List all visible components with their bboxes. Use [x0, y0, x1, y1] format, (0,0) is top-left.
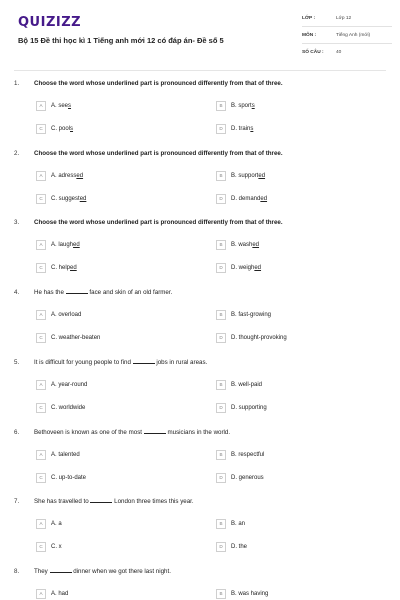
option-b[interactable]	[216, 588, 268, 599]
option-text	[231, 475, 264, 481]
meta-row-subject	[302, 27, 392, 44]
option-letter-box[interactable]: B	[216, 101, 226, 111]
option-c[interactable]	[36, 193, 86, 204]
option-b[interactable]	[216, 449, 264, 460]
document-title: Bộ 15 Đề thi học kì 1 Tiếng anh mới 12 có đáp án- Đề số 5	[18, 36, 224, 45]
underlined-part: ed	[79, 195, 87, 202]
option-letter-box[interactable]: B	[216, 589, 226, 599]
option-text-main: C. help	[51, 264, 71, 271]
option-b[interactable]	[216, 518, 245, 529]
option-a[interactable]	[36, 170, 83, 181]
option-text	[51, 452, 80, 458]
option-text	[51, 196, 86, 202]
question-text-before: It is difficult for young people to find	[34, 359, 131, 366]
option-text-main: D. generous	[231, 474, 264, 481]
option-text-main: D. thought-provoking	[231, 334, 287, 341]
option-text	[51, 591, 68, 597]
question-text	[34, 498, 194, 505]
question-text-before: He has the	[34, 289, 64, 296]
meta-row-class	[302, 10, 392, 27]
option-c[interactable]	[36, 472, 86, 483]
option-text	[231, 521, 245, 527]
option-a[interactable]	[36, 309, 81, 320]
option-text-main: D. supporting	[231, 404, 267, 411]
option-text	[51, 242, 80, 248]
option-text	[231, 242, 259, 248]
option-letter-box[interactable]: D	[216, 403, 226, 413]
question-text	[34, 359, 207, 366]
underlined-part: s	[70, 125, 74, 132]
question-text-before: They	[34, 568, 48, 575]
option-text	[51, 173, 83, 179]
option-letter-box[interactable]: C	[36, 194, 46, 204]
question-number: 2.	[14, 150, 20, 157]
option-a[interactable]	[36, 518, 62, 529]
option-c[interactable]	[36, 123, 73, 134]
option-text-main: A. talented	[51, 451, 80, 458]
option-text	[51, 475, 86, 481]
meta-value: Lớp 12	[336, 15, 352, 21]
document-header	[14, 10, 386, 62]
option-b[interactable]	[216, 239, 259, 250]
option-letter-box[interactable]: C	[36, 333, 46, 343]
option-text	[231, 312, 271, 318]
option-b[interactable]	[216, 379, 262, 390]
option-d[interactable]	[216, 123, 253, 134]
underlined-part: ed	[73, 241, 80, 248]
option-text	[51, 335, 100, 341]
option-text-main: D. train	[231, 125, 251, 132]
option-letter-box[interactable]: B	[216, 240, 226, 250]
option-text-main: B. an	[231, 520, 246, 527]
option-text	[231, 173, 265, 179]
option-a[interactable]	[36, 449, 80, 460]
option-d[interactable]	[216, 472, 264, 483]
option-letter-box[interactable]: A	[36, 310, 46, 320]
question-text: Choose the word whose underlined part is pronounced differently from that of three.	[34, 80, 283, 87]
option-a[interactable]	[36, 100, 71, 111]
answer-blank	[90, 498, 112, 503]
option-letter-box[interactable]: A	[36, 450, 46, 460]
question-text	[34, 289, 172, 296]
option-text	[51, 382, 87, 388]
question-text	[34, 568, 171, 575]
option-text	[51, 405, 85, 411]
option-letter-box[interactable]: D	[216, 333, 226, 343]
underlined-part: ed	[70, 264, 77, 271]
option-text-main: A. adress	[51, 172, 77, 179]
option-text	[231, 591, 268, 597]
option-letter-box[interactable]: D	[216, 263, 226, 273]
option-text	[51, 126, 73, 132]
underlined-part: s	[251, 102, 255, 109]
option-text	[231, 452, 264, 458]
question-text-after: jobs in rural areas.	[156, 359, 208, 366]
option-letter-box[interactable]: A	[36, 101, 46, 111]
option-letter-box[interactable]: C	[36, 403, 46, 413]
option-text	[231, 405, 267, 411]
option-letter-box[interactable]: C	[36, 473, 46, 483]
option-d[interactable]	[216, 541, 247, 552]
quizizz-logo: QUIZIZZ	[18, 15, 82, 30]
option-a[interactable]	[36, 588, 68, 599]
option-text	[51, 544, 62, 550]
option-letter-box[interactable]: C	[36, 542, 46, 552]
meta-value: Tiếng Anh (mới)	[336, 32, 371, 38]
header-divider	[14, 70, 386, 71]
meta-label: LỚP :	[302, 15, 316, 21]
option-b[interactable]	[216, 309, 271, 320]
option-text	[231, 382, 262, 388]
option-text-main: A. year-round	[51, 381, 88, 388]
question-number: 4.	[14, 289, 20, 296]
option-text-main: C. x	[51, 543, 62, 550]
option-text	[231, 544, 247, 550]
option-text-main: D. weigh	[231, 264, 255, 271]
option-text-main: C. up-to-date	[51, 474, 87, 481]
underlined-part: ed	[76, 172, 84, 179]
option-letter-box[interactable]: B	[216, 171, 226, 181]
question-text-before: Bethoveen is known as one of the most	[34, 429, 143, 436]
option-b[interactable]	[216, 170, 265, 181]
option-text-main: B. fast-growing	[231, 311, 272, 318]
question-text: Choose the word whose underlined part is pronounced differently from that of three.	[34, 219, 283, 226]
option-text-main: B. support	[231, 172, 259, 179]
option-letter-box[interactable]: D	[216, 124, 226, 134]
question-number: 5.	[14, 359, 20, 366]
question-number: 8.	[14, 568, 20, 575]
option-text-main: C. pool	[51, 125, 71, 132]
option-d[interactable]	[216, 193, 267, 204]
option-text	[51, 265, 77, 271]
option-letter-box[interactable]: B	[216, 310, 226, 320]
option-text-main: A. see	[51, 102, 69, 109]
option-text-main: A. a	[51, 520, 62, 527]
question-text-after: face and skin of an old farmer.	[89, 289, 173, 296]
underlined-part: ed	[254, 264, 262, 271]
option-a[interactable]	[36, 239, 80, 250]
answer-blank	[144, 429, 166, 434]
meta-label: MÔN :	[302, 32, 317, 38]
option-text	[231, 126, 253, 132]
underlined-part: ed	[260, 195, 268, 202]
option-text-main: B. sport	[231, 102, 252, 109]
option-text-main: B. wash	[231, 241, 253, 248]
option-text	[231, 196, 267, 202]
meta-value: 40	[336, 50, 342, 55]
question-text-after: musicians in the world.	[167, 429, 231, 436]
option-letter-box[interactable]: A	[36, 380, 46, 390]
question-number: 3.	[14, 219, 20, 226]
option-letter-box[interactable]: D	[216, 194, 226, 204]
answer-blank	[66, 289, 88, 294]
underlined-part: ed	[252, 241, 260, 248]
option-a[interactable]	[36, 379, 87, 390]
option-text-main: C. weather-beaten	[51, 334, 101, 341]
option-text-main: B. respectful	[231, 451, 265, 458]
option-text	[51, 103, 71, 109]
option-c[interactable]	[36, 262, 77, 273]
option-letter-box[interactable]: D	[216, 473, 226, 483]
answer-blank	[50, 568, 72, 573]
option-text-main: C. worldwide	[51, 404, 86, 411]
meta-row-count	[302, 44, 392, 61]
question-text-after: dinner when we got there last night.	[73, 568, 171, 575]
option-letter-box[interactable]: C	[36, 124, 46, 134]
option-text-main: B. well-paid	[231, 381, 263, 388]
option-text-main: A. overload	[51, 311, 82, 318]
option-c[interactable]	[36, 332, 100, 343]
underlined-part: s	[250, 125, 254, 132]
question-text-after: London three times this year.	[114, 498, 194, 505]
answer-blank	[133, 359, 155, 364]
underlined-part: s	[68, 102, 72, 109]
meta-table	[302, 10, 392, 61]
option-text	[231, 103, 255, 109]
option-d[interactable]	[216, 402, 267, 413]
option-d[interactable]	[216, 262, 261, 273]
option-letter-box[interactable]: D	[216, 542, 226, 552]
question-text: Choose the word whose underlined part is pronounced differently from that of three.	[34, 150, 283, 157]
option-letter-box[interactable]: A	[36, 589, 46, 599]
option-text	[231, 335, 287, 341]
option-text-main: B. was having	[231, 590, 269, 597]
question-text	[34, 429, 230, 436]
option-text	[51, 312, 81, 318]
option-letter-box[interactable]: B	[216, 450, 226, 460]
underlined-part: ed	[258, 172, 266, 179]
question-number: 7.	[14, 498, 20, 505]
option-b[interactable]	[216, 100, 255, 111]
option-letter-box[interactable]: A	[36, 240, 46, 250]
option-letter-box[interactable]: B	[216, 380, 226, 390]
option-c[interactable]	[36, 402, 85, 413]
question-number: 6.	[14, 429, 20, 436]
option-text-main: A. laugh	[51, 241, 74, 248]
question-number: 1.	[14, 80, 20, 87]
option-letter-box[interactable]: A	[36, 171, 46, 181]
meta-label: SỐ CÂU :	[302, 50, 324, 55]
option-c[interactable]	[36, 541, 62, 552]
option-letter-box[interactable]: A	[36, 519, 46, 529]
option-text	[51, 521, 62, 527]
option-letter-box[interactable]: C	[36, 263, 46, 273]
option-text-main: D. the	[231, 543, 248, 550]
option-text-main: C. suggest	[51, 195, 80, 202]
question-text-before: She has travelled to	[34, 498, 89, 505]
option-text-main: A. had	[51, 590, 69, 597]
option-text-main: D. demand	[231, 195, 261, 202]
option-letter-box[interactable]: B	[216, 519, 226, 529]
option-d[interactable]	[216, 332, 287, 343]
option-text	[231, 265, 261, 271]
